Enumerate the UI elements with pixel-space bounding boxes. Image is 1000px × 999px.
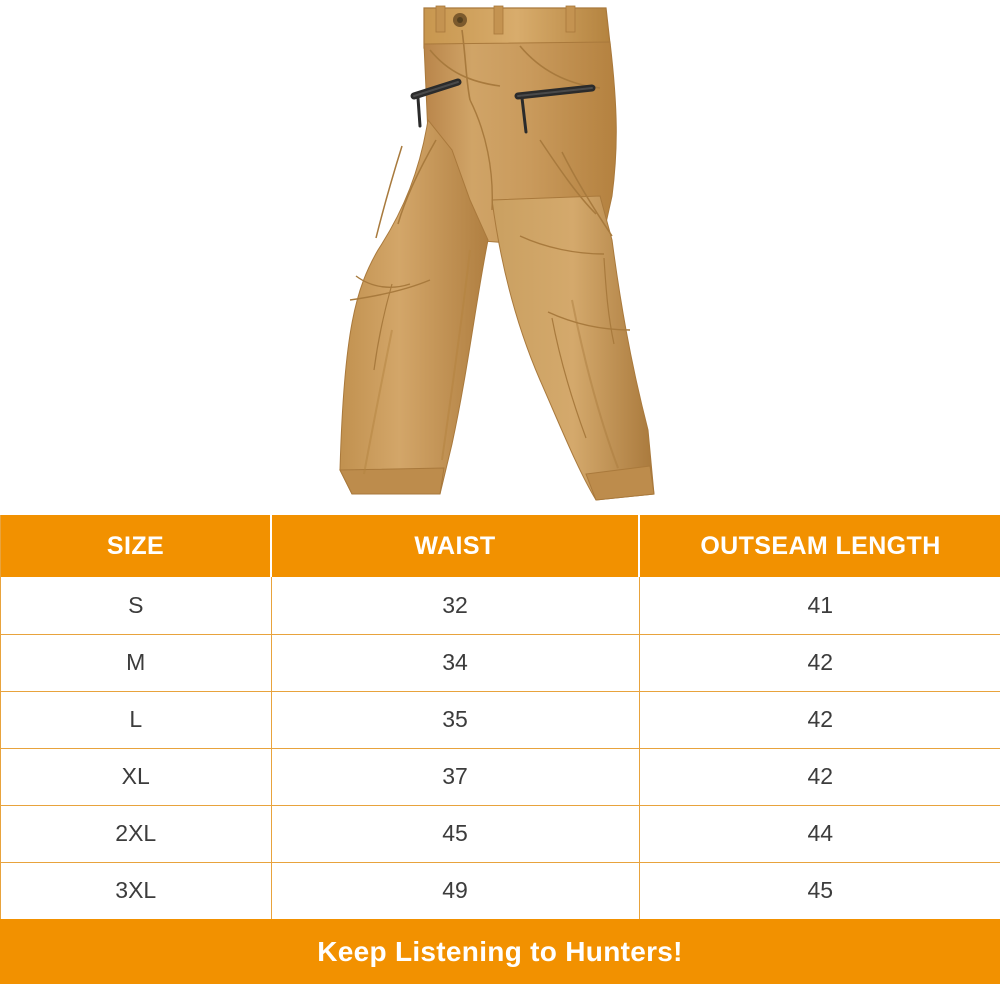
table-row	[1, 805, 1000, 862]
footer-banner	[0, 919, 1000, 984]
cell-outseam: 41	[639, 577, 1000, 634]
cell-outseam: 42	[639, 634, 1000, 691]
size-chart-table	[1, 515, 1000, 919]
cell-waist: 34	[271, 634, 639, 691]
column-header-size: SIZE	[1, 515, 271, 577]
cell-waist: 49	[271, 862, 639, 919]
cell-waist: 37	[271, 748, 639, 805]
table-row	[1, 691, 1000, 748]
cell-size: M	[1, 634, 271, 691]
cell-size: 2XL	[1, 805, 271, 862]
table-header	[1, 515, 1000, 577]
table-row	[1, 577, 1000, 634]
cell-outseam: 42	[639, 691, 1000, 748]
cell-waist: 45	[271, 805, 639, 862]
cell-outseam: 42	[639, 748, 1000, 805]
column-header-outseam-length: OUTSEAM LENGTH	[639, 515, 1000, 577]
table-body	[1, 577, 1000, 919]
table-header-row	[1, 515, 1000, 577]
cell-waist: 32	[271, 577, 639, 634]
cell-size: S	[1, 577, 271, 634]
cell-outseam: 45	[639, 862, 1000, 919]
table-row	[1, 748, 1000, 805]
table-row	[1, 862, 1000, 919]
cell-size: L	[1, 691, 271, 748]
cell-size: 3XL	[1, 862, 271, 919]
column-header-waist: WAIST	[271, 515, 639, 577]
table-row	[1, 634, 1000, 691]
cell-size: XL	[1, 748, 271, 805]
cell-waist: 35	[271, 691, 639, 748]
footer-message: Keep Listening to Hunters!	[317, 935, 683, 967]
size-chart-table-wrapper	[0, 515, 1000, 919]
cell-outseam: 44	[639, 805, 1000, 862]
